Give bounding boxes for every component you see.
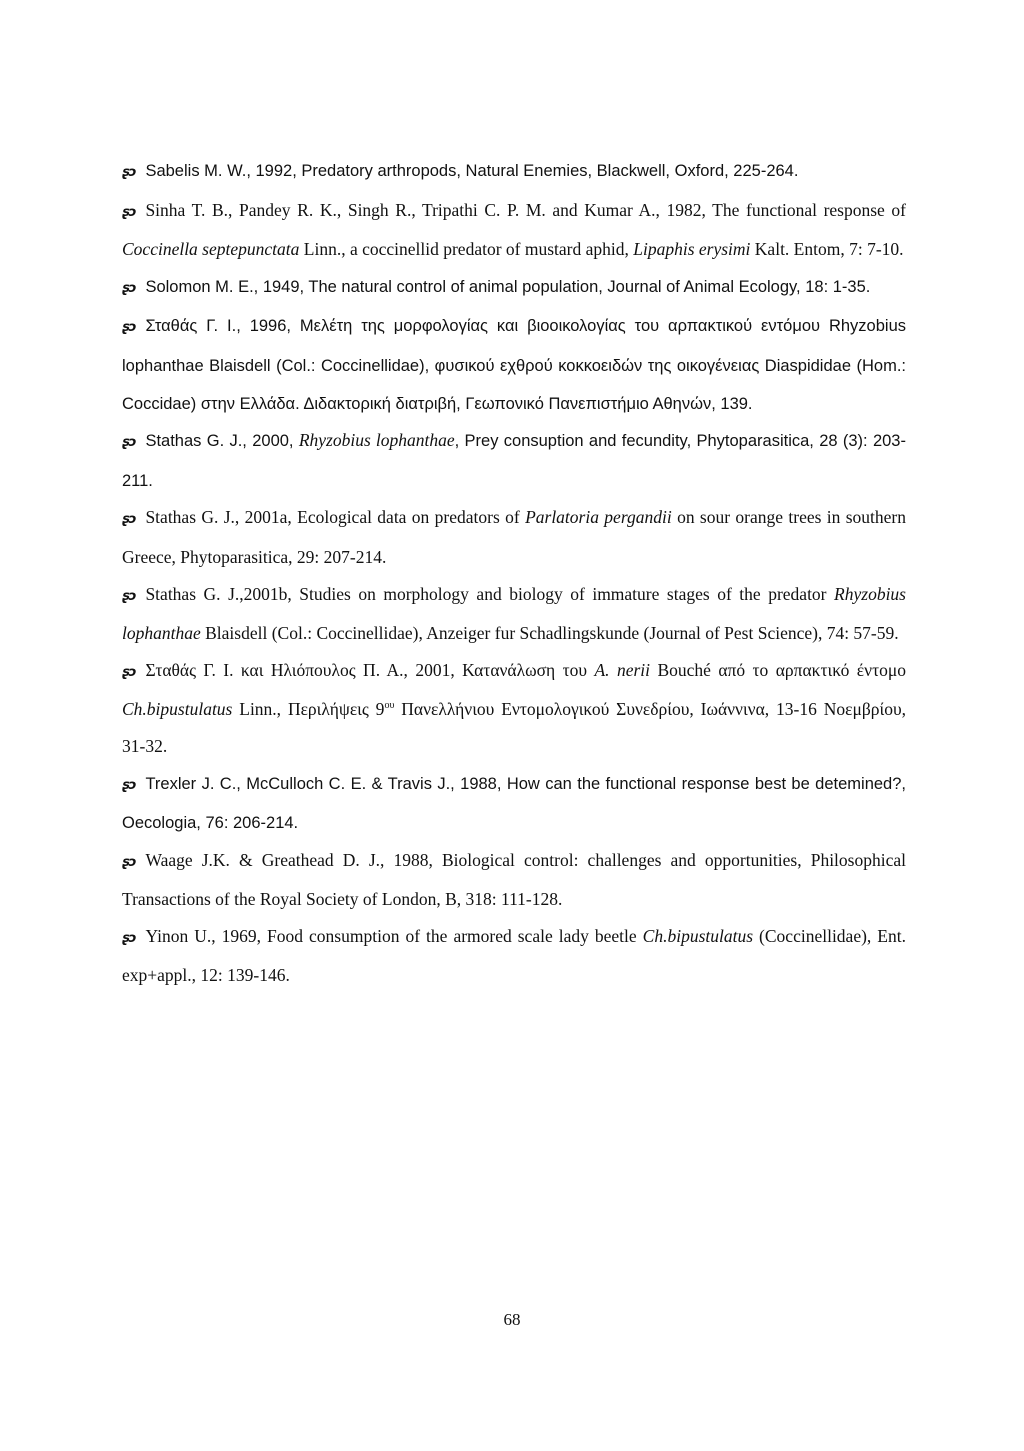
bullet-icon: ʂɔ: [122, 854, 136, 870]
reference-text: Sabelis M. W., 1992, Predatory arthropods, Natural Enemies, Blackwell, Oxford, 225-264.: [145, 162, 799, 180]
reference-entry: [122, 192, 906, 268]
page-number: 68: [503, 1310, 521, 1329]
reference-entry: [122, 499, 906, 575]
reference-text: Πανελλήνιου Εντομολογικού Συνεδρίου, Ιωάννινα, 13-16 Νοεμβρίου, 31-32.: [122, 699, 906, 756]
reference-entry: [122, 765, 906, 842]
bullet-icon: ʂɔ: [122, 664, 136, 680]
reference-text: Bouché από το αρπακτικό έντομο: [650, 659, 906, 680]
bullet-icon: ʂɔ: [122, 588, 136, 604]
reference-text: on sour orange trees in southern Greece, Phytoparasitica, 29: 207-214.: [122, 507, 906, 567]
reference-text: Σταθάς Γ. Ι., 1996, Μελέτη της μορφολογίας και βιοοικολογίας του αρπακτικού εντόμου Rhyzobius lophanthae Blaisdell (Col.: Coccinellidae), φυσικού εχθρού κοκκοειδών της οικογένειας Diaspididae (Hom.: Coccidae) στην Ελλάδα. Διδακτορική διατριβή, Γεωπονικό Πανεπιστήμιο Αθηνών, 139.: [122, 317, 906, 413]
reference-text: Parlatoria pergandii: [525, 507, 672, 528]
bullet-icon: ʂɔ: [122, 512, 136, 528]
reference-text: Solomon M. E., 1949, The natural control of animal population, Journal of Animal Ecology, 18: 1-35.: [145, 277, 871, 296]
reference-entry: [122, 918, 906, 994]
reference-entry: [122, 307, 906, 422]
reference-text: Lipaphis erysimi: [633, 239, 751, 260]
reference-text: Coccinella septepunctata: [122, 239, 300, 260]
reference-text: Stathas G. J., 2000,: [145, 432, 299, 451]
bullet-icon: ʂɔ: [122, 435, 136, 451]
reference-text: Rhyzobius lophanthae: [122, 583, 906, 644]
bullet-icon: ʂɔ: [122, 204, 136, 220]
reference-text: Linn., Περιλήψεις 9: [232, 699, 385, 720]
bullet-icon: ʂɔ: [122, 320, 136, 336]
reference-text: ου: [384, 700, 395, 712]
reference-text: Ch.bipustulatus: [642, 925, 754, 946]
reference-text: Yinon U., 1969, Food consumption of the armored scale lady beetle: [145, 925, 643, 946]
reference-entry: [122, 152, 906, 192]
bullet-icon: ʂɔ: [122, 280, 136, 296]
reference-text: Trexler J. C., McCulloch C. E. & Travis J., 1988, How can the functional response best be detemined?, Oecologia, 76: 206-214.: [122, 774, 906, 833]
reference-entry: [122, 576, 906, 652]
reference-entry: [122, 268, 906, 308]
reference-entry: [122, 652, 906, 765]
reference-text: (Coccinellidae), Ent. exp+appl., 12: 139-146.: [122, 925, 906, 986]
reference-text: Stathas G. J.,2001b, Studies on morphology and biology of immature stages of the predator: [145, 583, 835, 604]
reference-text: Σταθάς Γ. Ι. και Ηλιόπουλος Π. Α., 2001, Κατανάλωση του: [145, 659, 595, 680]
reference-text: , Prey consuption and fecundity, Phytoparasitica, 28 (3): 203-211.: [122, 432, 906, 490]
reference-text: Kalt. Entom, 7: 7-10.: [750, 239, 904, 260]
reference-text: Sinha T. B., Pandey R. K., Singh R., Tripathi C. P. M. and Kumar A., 1982, The functional response of: [145, 199, 906, 220]
reference-text: Rhyzobius lophanthae: [298, 430, 455, 451]
reference-text: Stathas G. J., 2001a, Ecological data on predators of: [145, 507, 526, 528]
bullet-icon: ʂɔ: [122, 777, 136, 793]
reference-entry: [122, 422, 906, 499]
reference-text: Ch.bipustulatus: [122, 699, 233, 720]
reference-text: Blaisdell (Col.: Coccinellidae), Anzeiger fur Schadlingskunde (Journal of Pest Science), 74: 57-59.: [200, 623, 899, 644]
reference-entry: [122, 842, 906, 918]
bullet-icon: ʂɔ: [122, 930, 136, 946]
reference-text: Linn., a coccinellid predator of mustard aphid,: [299, 239, 634, 260]
bullet-icon: ʂɔ: [122, 165, 136, 180]
reference-list: [122, 152, 906, 994]
reference-text: A. nerii: [594, 659, 651, 680]
reference-text: Waage J.K. & Greathead D. J., 1988, Biological control: challenges and opportunities, Philosophical Transactions of the Royal Society of London, B, 318: 111-128.: [122, 849, 906, 910]
